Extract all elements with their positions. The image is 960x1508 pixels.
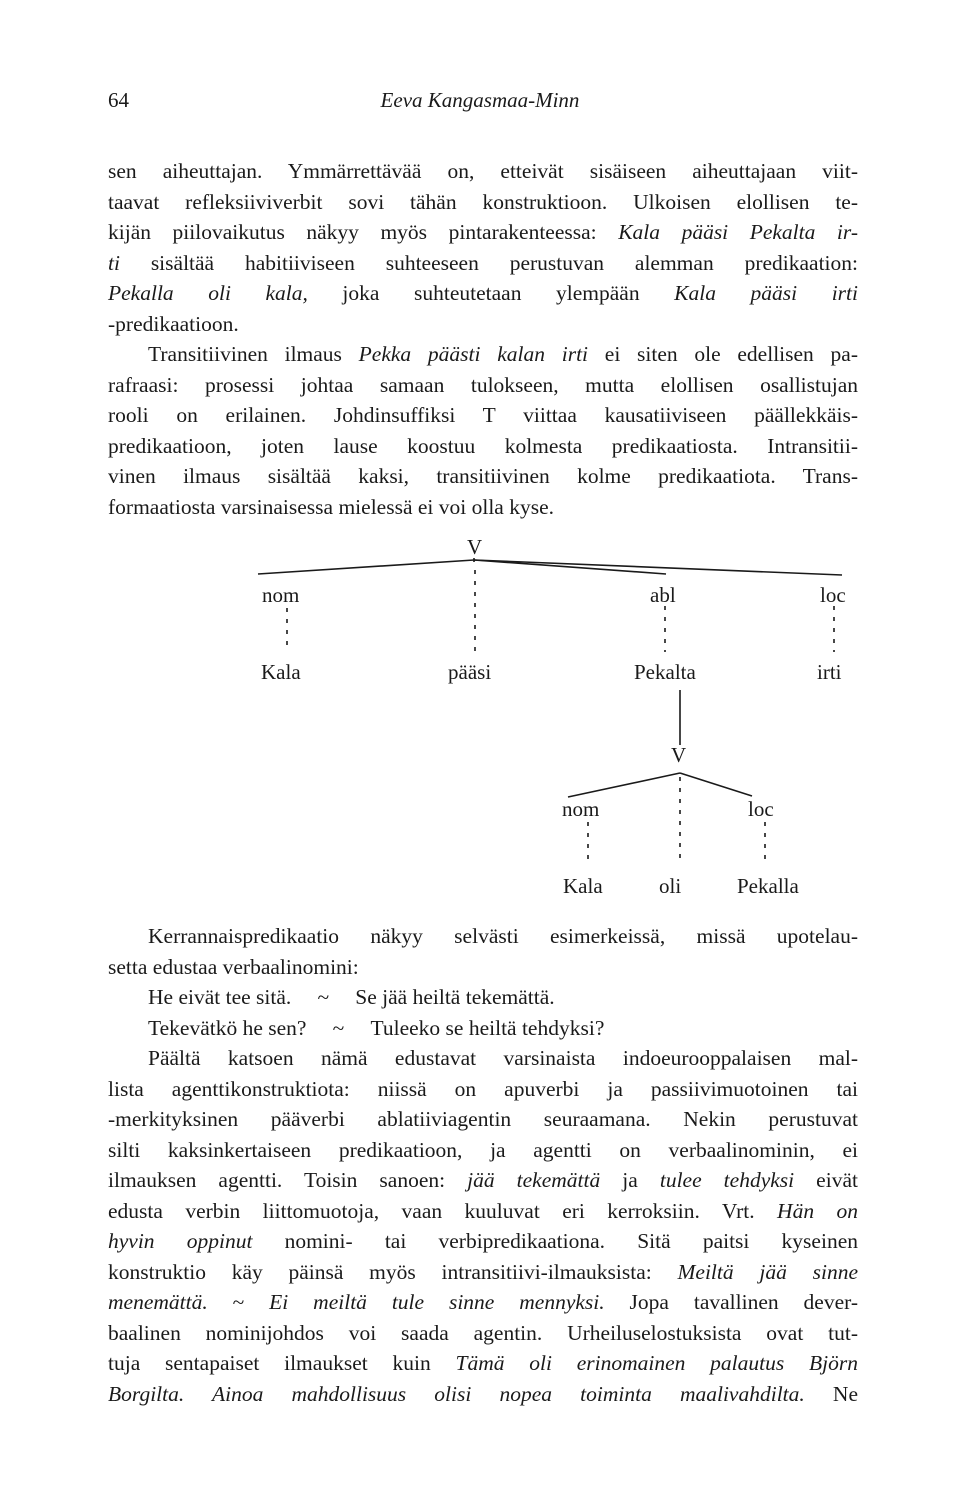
tree1-word-kala: Kala (261, 660, 301, 684)
example-line-1: He eivät tee sitä. ~ Se jää heiltä tekemättä. (148, 985, 555, 1009)
edge-v-nom (258, 560, 474, 574)
text-line: ti sisältää habitiiviseen suhteeseen perustuvan alemman predikaation: (108, 250, 858, 275)
text-line: Transitiivinen ilmaus Pekka päästi kalan irti ei siten ole edellisen pa- (148, 342, 858, 366)
text-line: lista agenttikonstruktiota: niissä on apuverbi ja passiivimuotoinen tai (108, 1076, 858, 1101)
tree1-node-nom: nom (262, 583, 300, 607)
text-line: hyvin oppinut nomini- tai verbipredikaationa. Sitä paitsi kyseinen (108, 1229, 858, 1253)
text-line: silti kaksinkertaiseen predikaatioon, ja agentti on verbaalinominin, ei (108, 1137, 858, 1162)
text-line: taavat refleksiiviverbit sovi tähän konstruktioon. Ulkoisen elollisen te- (108, 189, 858, 214)
tree2-word-kala: Kala (563, 874, 603, 898)
page-number: 64 (108, 88, 129, 112)
text-line: rooli on erilainen. Johdinsuffiksi T viittaa kausatiiviseen päällekkäis- (108, 403, 858, 427)
edge-v2-loc (680, 773, 752, 796)
text-line: sen aiheuttajan. Ymmärrettävää on, etteivät sisäiseen aiheuttajaan viit- (108, 159, 858, 183)
tree2-node-nom: nom (562, 797, 600, 821)
text-line: kijän piilovaikutus näkyy myös pintarakenteessa: Kala pääsi Pekalta ir- (108, 220, 858, 244)
text-line: -predikaatioon. (108, 311, 239, 336)
text-line: Päältä katsoen nämä edustavat varsinaista indoeurooppalaisen mal- (148, 1046, 858, 1070)
tree1-word-irti: irti (817, 660, 842, 684)
text-line: edusta verbin liittomuotoja, vaan kuuluvat eri kerroksiin. Vrt. Hän on (108, 1198, 858, 1223)
tree1-node-loc: loc (820, 583, 846, 607)
tree2-root: V (671, 743, 687, 767)
example-line-2: Tekevätkö he sen? ~ Tuleeko se heiltä tehdyksi? (148, 1015, 605, 1040)
text-line: konstruktio käy päinsä myös intransitiivi-ilmauksista: Meiltä jää sinne (108, 1259, 858, 1284)
tree1-word-pekalta: Pekalta (634, 660, 696, 684)
paragraph-4 (108, 1043, 858, 1409)
tree1-node-abl: abl (650, 583, 676, 607)
text-line: tuja sentapaiset ilmaukset kuin Tämä oli erinomainen palautus Björn (108, 1351, 858, 1375)
tree2-word-pekalla: Pekalla (737, 874, 799, 898)
tree1-root: V (467, 535, 483, 559)
text-line: -merkityksinen pääverbi ablatiiviagentin seuraamana. Nekin perustuvat (108, 1107, 858, 1131)
text-line: baalinen nominijohdos voi saada agentin. Urheiluselostuksista ovat tut- (108, 1320, 858, 1345)
text-line: ilmauksen agentti. Toisin sanoen: jää tekemättä ja tulee tehdyksi eivät (108, 1168, 858, 1192)
running-head: Eeva Kangasmaa-Minn (380, 88, 580, 112)
text-line: vinen ilmaus sisältää kaksi, transitiivinen kolme predikaatiota. Trans- (108, 464, 858, 488)
text-line: rafraasi: prosessi johtaa samaan tulokseen, mutta elollisen osallistujan (108, 372, 858, 397)
text-line: predikaatioon, joten lause koostuu kolmesta predikaatiosta. Intransitii- (108, 433, 858, 458)
tree2-word-oli: oli (659, 874, 682, 898)
edge-v2-nom (568, 773, 680, 797)
text-line: Pekalla oli kala, joka suhteutetaan ylempään Kala pääsi irti (108, 281, 858, 305)
tree1-word-paasi: pääsi (448, 660, 492, 684)
text-line: formaatiosta varsinaisessa mielessä ei voi olla kyse. (108, 494, 554, 519)
text-line: Kerrannaispredikaatio näkyy selvästi esimerkeissä, missä upotelau- (148, 924, 858, 948)
text-line: setta edustaa verbaalinomini: (108, 954, 359, 979)
text-line: Borgilta. Ainoa mahdollisuus olisi nopea toiminta maalivahdilta. Ne (108, 1381, 858, 1406)
text-line: menemättä. ~ Ei meiltä tule sinne mennyksi. Jopa tavallinen dever- (108, 1290, 859, 1314)
paragraph-3 (108, 921, 858, 1043)
tree2-node-loc: loc (748, 797, 774, 821)
